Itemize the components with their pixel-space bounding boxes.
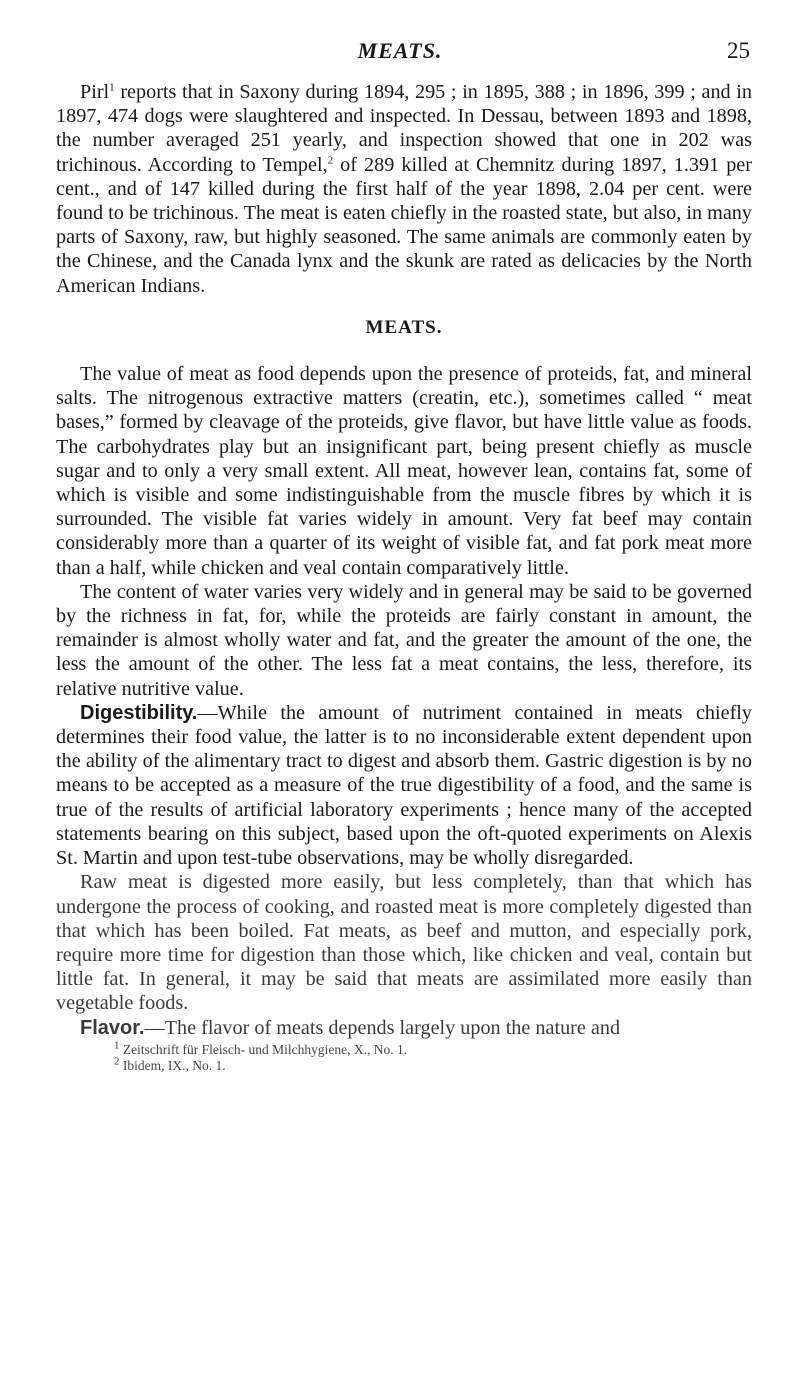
paragraph-lead: Pirl [80,81,110,103]
paragraph-text: —The flavor of meats depends largely upon the nature and [144,1016,621,1039]
digestibility-heading: Digestibility. [80,701,198,724]
footnote-ref-1: 1 [109,81,115,94]
paragraph-dogs-inspection [56,80,752,298]
paragraph-text: —While the amount of nutriment contained in meats chiefly determines their food value, the latter is to no inconsiderable extent dependent upon the ability of the alimentary tract to digest and absorb them. Gastric digestion is by no means to be accepted as a measure of the true digestibility of a food, and the same is true of the results of artificial laboratory experiments ; hence many of the accepted statements bearing on this subject, based upon the oft-quoted experiments on Alexis St. Martin and upon test-tube observations, may be wholly disregarded. [56,701,752,870]
paragraph-meat-value: The value of meat as food depends upon the presence of proteids, fat, and mineral salts. The nitrogenous extractive matters (creatin, etc.), sometimes called “ meat bases,” formed by cleavage of the proteids, give flavor, but have little value as foods. The carbohydrates play but an insignificant part, being present chiefly as muscle sugar and to only a very small extent. All meat, however lean, contains fat, some of which is visible and some indistinguishable from the muscle fibres by which it is surrounded. The visible fat varies widely in amount. Very fat beef may contain considerably more than a quarter of its weight of visible fat, and fat pork meat more than a half, while chicken and veal contain comparatively little. [56,363,752,579]
running-head-title: MEATS. [357,38,443,63]
footnotes [56,1039,752,1074]
flavor-heading: Flavor. [80,1016,145,1039]
running-head [0,38,800,68]
footnote-ref-2: 2 [327,153,334,166]
paragraph-flavor [56,1016,752,1040]
footnote [114,1055,752,1074]
section-heading: MEATS. [365,316,443,338]
paragraph-text: of 289 killed at Chemnitz during 1897, 1.391 per cent., and of 147 killed during the first half of the year 1898, 2.04 per cent. were found to be trichinous. The meat is eaten chiefly in the roasted state, but also, in many parts of Saxony, raw, but highly seasoned. The same animals are commonly eaten by the Chinese, and the Canada lynx and the skunk are rated as delicacies by the North American Indians. [56,153,752,297]
paragraph-digestibility [56,701,752,870]
footnote-text: Zeitschrift für Fleisch- und Milchhygiene, X., No. 1. [119,1041,408,1057]
paragraph-water-content: The content of water varies very widely and in general may be said to be governed by the richness in fat, for, while the proteids are fairly constant in amount, the remainder is almost wholly water and fat, and the greater the amount of the one, the less the amount of the other. The less fat a meat contains, the less, therefore, its relative nutritive value. [56,580,752,700]
footnote-text: Ibidem, IX., No. 1. [119,1057,226,1073]
footnote-mark: 1 [114,1039,120,1052]
footnote [114,1039,752,1058]
paragraph-text: reports that in Saxony during 1894, 295 ; in 1895, 388 ; in 1896, 399 ; and in 1897, 474 dogs were slaughtered and inspected. In Dessau, between 1893 and 1898, the number averaged 251 yearly, and inspection showed that one in 202 was trichinous. According to Tempel, [56,81,752,176]
paragraph-raw-meat: Raw meat is digested more easily, but less completely, than that which has undergone the process of cooking, and roasted meat is more completely digested than that which has been boiled. Fat meats, as beef and mutton, and especially pork, require more time for digestion than those which, like chicken and veal, contain but little fat. In general, it may be said that meats are assimilated more easily than vegetable foods. [56,871,752,1015]
footnote-mark: 2 [114,1055,120,1068]
page-number: 25 [727,38,750,63]
body-text [56,80,752,1074]
